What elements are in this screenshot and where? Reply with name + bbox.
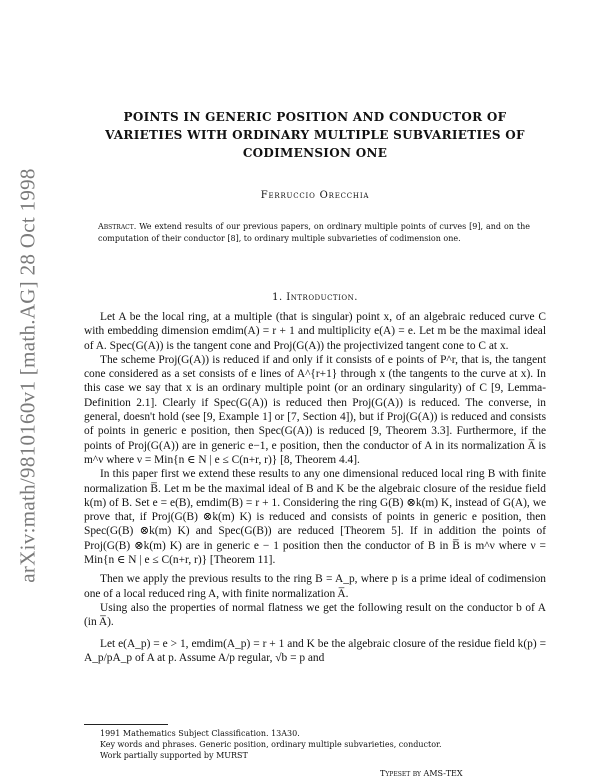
footnote-support: Work partially supported by MURST <box>100 751 248 760</box>
paragraph: Using also the properties of normal flatness we get the following result on the conductor b of A (in A̅). <box>84 601 546 629</box>
paragraph: The scheme Proj(G(A)) is reduced if and only if it consists of e points of P^r, that is, the tangent cone considered as a set consists of e lines of A^{r+1} through x (the tangents to the curve at x). In this case we say that x is an ordinary multiple point (or an ordinary singularity) of C [9, Lemma-Definition 2.1]. Clearly if Spec(G(A)) is reduced then Proj(G(A)) is reduced. The converse, in general, doesn't hold (see [9, Example 1] or [7, Section 4]), but if Proj(G(A)) is reduced and consists of points in generic e position, then Spec(G(A)) is reduced [9, Theorem 3.3]. Furthermore, if the points of Proj(G(A)) are in generic e−1, e position, then the conductor of A in its normalization A̅ is m^ν where ν = Min{n ∈ N | e ≤ C(n+r, r)} [8, Theorem 4.4]. <box>84 353 546 466</box>
abstract-text: We extend results of our previous papers, on ordinary multiple points of curves [9], and on the computation of their conductor [8], to ordinary multiple subvarieties of codimension one. <box>98 222 530 243</box>
footnote-msc: 1991 Mathematics Subject Classification. 13A30. <box>100 729 300 738</box>
paper-title: POINTS IN GENERIC POSITION AND CONDUCTOR OF VARIETIES WITH ORDINARY MULTIPLE SUBVARIETIES OF CODIMENSION ONE <box>105 110 525 160</box>
footnote-rule <box>84 724 168 725</box>
footnote-keywords: Key words and phrases. Generic position, ordinary multiple subvarieties, conductor. <box>100 740 442 749</box>
body-text <box>84 310 546 665</box>
paragraph: Then we apply the previous results to the ring B = A_p, where p is a prime ideal of codimension one of a local reduced ring A, with finite normalization A̅. <box>84 573 546 600</box>
arxiv-identifier: arXiv:math/9810160v1 [math.AG] 28 Oct 1998 <box>15 167 40 583</box>
author-name: Ferruccio Orecchia <box>260 190 370 201</box>
paragraph: Let A be the local ring, at a multiple (that is singular) point x, of an algebraic reduced curve C with embedding dimension emdim(A) = r + 1 and multiplicity e(A) = e. Let m be the maximal ideal of A. Spec(G(A)) is the tangent cone and Proj(G(A)) the projectivized tangent cone to C at x. <box>84 311 546 352</box>
section-heading: 1. Introduction. <box>272 292 358 303</box>
paragraph: In this paper first we extend these results to any one dimensional reduced local ring B with finite normalization B̅. Let m be the maximal ideal of B and K be the algebraic closure of the residue field k(m) of B. Set e = e(B), emdim(B) = r + 1. Considering the ring G(B) ⊗k(m) K, instead of G(A), we prove that, if Proj(G(B) ⊗k(m) K) is reduced and consists of points in generic e position, then Spec(G(B) ⊗k(m) K) and Spec(G(B)) are reduced [Theorem 5]. If in addition the points of Proj(G(B) ⊗k(m) K) are in generic e − 1 position then the conductor of B in B̅ is m^ν where ν = Min{n ∈ N | e ≤ C(n+r, r)} [Theorem 11]. <box>84 468 546 567</box>
abstract <box>98 221 530 244</box>
footnotes <box>84 728 546 761</box>
abstract-label: Abstract. <box>98 222 137 231</box>
typeset-note: Typeset by AMS-TEX <box>380 769 463 778</box>
paragraph: Let e(A_p) = e > 1, emdim(A_p) = r + 1 and K be the algebraic closure of the residue field k(p) = A_p/pA_p of A at p. Assume A/p regular, √b = p and <box>84 637 546 664</box>
